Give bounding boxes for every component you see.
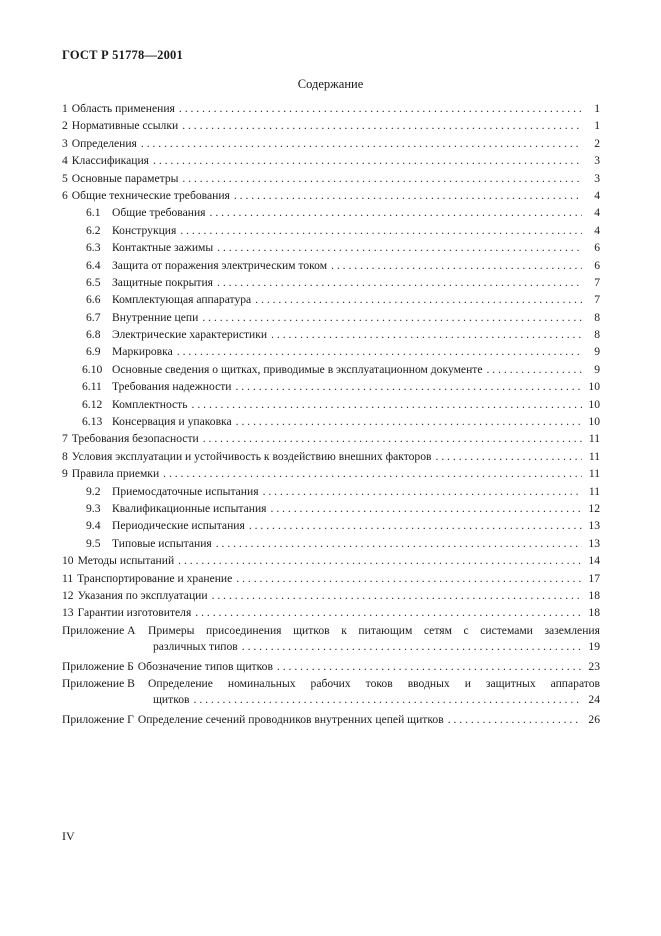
toc-entry-label: Квалификационные испытания [112,501,267,515]
toc-entry-label: Классификация [71,154,150,168]
toc-entry-page: 26 [588,713,600,727]
toc-entry-number: 13 [62,606,74,620]
toc-entry[interactable] [62,449,600,466]
toc-leader-dots [217,275,582,291]
toc-entry-page: 14 [588,554,600,568]
toc-leader-dots [216,536,582,552]
toc-entry-number: 6.3 [86,241,101,255]
toc-entry-number: 9.5 [86,536,101,550]
toc-leader-dots [236,414,582,430]
toc-entry-page: 11 [588,467,600,481]
toc-entry[interactable] [62,310,600,327]
toc-entry-page: 9 [594,345,600,359]
toc-entry-page: 13 [588,536,600,550]
toc-entry-number: 10 [62,554,74,568]
toc-entry[interactable] [62,153,600,170]
toc-entry[interactable] [62,414,600,431]
page-number: IV [62,829,75,843]
appendix-title: Обозначение типов щитков [137,659,273,673]
toc-entry-page: 6 [594,241,600,255]
toc-entry-page: 4 [594,223,600,237]
toc-entry-label: Методы испытаний [77,554,175,568]
toc-entry-label: Внутренние цепи [112,310,199,324]
toc-entry-number: 7 [62,432,68,446]
toc-entry[interactable] [62,101,600,118]
appendix-word: щитков [293,623,330,637]
toc-leader-dots [141,136,582,152]
toc-leader-dots [177,344,582,360]
appendix-word: присоединения [206,623,282,637]
toc-entry-number: 9.4 [86,519,101,533]
toc-entry-number: 11 [62,571,74,585]
toc-entry[interactable] [62,431,600,448]
toc-entry-page: 10 [588,415,600,429]
appendix-number: Приложение А [62,623,136,637]
appendix-title: Определение сечений проводников внутренних цепей щитков [137,713,444,727]
toc-entry-number: 6 [62,188,68,202]
appendix-word: аппаратов [550,677,600,691]
toc-entry[interactable] [62,571,600,588]
toc-leader-dots [234,188,582,204]
toc-appendix-entry[interactable] [62,623,600,659]
toc-entry-number: 6.5 [86,275,101,289]
toc-leader-dots [217,240,582,256]
toc-leader-dots [271,327,582,343]
toc-entry-label: Условия эксплуатации и устойчивость к воздействию внешних факторов [71,449,432,463]
toc-leader-dots [178,553,582,569]
toc-entry-label: Определения [71,136,137,150]
toc-entry-label: Комплектность [112,397,188,411]
toc-entry-number: 6.7 [86,310,101,324]
toc-entry[interactable] [62,275,600,292]
toc-entry[interactable] [62,605,600,622]
toc-title: Содержание [297,77,364,91]
toc-entry-number: 9.2 [86,484,101,498]
toc-entry-page: 10 [588,397,600,411]
toc-entry[interactable] [62,553,600,570]
toc-leader-dots [179,101,582,117]
toc-entry-label: Общие требования [112,206,206,220]
toc-leader-dots [202,310,582,326]
appendix-word: Примеры [148,623,195,637]
toc-leader-dots [487,362,583,378]
toc-entry[interactable] [62,171,600,188]
appendix-word: питающим [358,623,413,637]
appendix-word: рабочих [310,677,351,691]
toc-leader-dots [203,431,582,447]
toc-entry[interactable] [62,118,600,135]
toc-entry[interactable] [62,536,600,553]
toc-entry-page: 4 [594,206,600,220]
toc-entry[interactable] [62,588,600,605]
toc-entry-label: Периодические испытания [112,519,245,533]
toc-entry-label: Требования безопасности [71,432,199,446]
toc-entry-label: Комплектующая аппаратура [112,293,252,307]
appendix-word: токов [365,677,393,691]
toc-entry-number: 6.9 [86,345,101,359]
toc-leader-dots [194,692,582,708]
toc-leader-dots [448,712,582,728]
appendix-word: с [463,623,469,637]
appendix-word: системами [480,623,533,637]
toc-entry[interactable] [62,397,600,414]
toc-entry-label: Типовые испытания [112,536,212,550]
appendix-title-line2: различных типов [153,639,238,653]
toc-entry-label: Маркировка [112,345,173,359]
toc-leader-dots [436,449,582,465]
toc-entry-label: Электрические характеристики [112,328,268,342]
toc-leader-dots [236,571,582,587]
toc-entry-number: 6.4 [86,258,101,272]
toc-leader-dots [195,605,582,621]
toc-entry[interactable] [62,466,600,483]
toc-entry-page: 18 [588,588,600,602]
toc-entry[interactable] [62,518,600,535]
toc-entry-number: 9.3 [86,501,101,515]
toc-leader-dots [182,171,582,187]
toc-entry-label: Приемосдаточные испытания [112,484,259,498]
appendix-number: Приложение В [62,677,135,691]
toc-entry-page: 18 [588,606,600,620]
toc-entry-label: Правила приемки [71,467,160,481]
toc-entry-label: Транспортирование и хранение [77,571,233,585]
toc-entry-label: Основные сведения о щитках, приводимые в эксплуатационном документе [112,362,483,376]
toc-appendix-entry[interactable] [62,712,600,729]
toc-entry-label: Указания по эксплуатации [77,588,208,602]
toc-leader-dots [163,466,582,482]
appendix-title-line1 [148,676,600,692]
toc-leader-dots [180,223,582,239]
toc-entry[interactable] [62,136,600,153]
toc-entry[interactable] [62,258,600,275]
toc-entry-number: 6.6 [86,293,101,307]
toc-entry-label: Нормативные ссылки [71,119,179,133]
toc-entry-page: 12 [588,501,600,515]
toc-entry-page: 8 [594,310,600,324]
toc-leader-dots [331,258,582,274]
toc-entry-page: 3 [594,154,600,168]
toc-entry-number: 9 [62,467,68,481]
appendix-word: номинальных [227,677,296,691]
toc-entry[interactable] [62,292,600,309]
appendix-word: вводных [407,677,450,691]
table-of-contents [62,101,600,730]
appendix-number: Приложение Г [62,713,134,727]
toc-entry[interactable] [62,344,600,361]
toc-entry[interactable] [62,205,600,222]
toc-entry-label: Контактные зажимы [112,241,214,255]
toc-entry-page: 3 [594,171,600,185]
toc-appendix-entry[interactable] [62,659,600,676]
toc-entry-page: 2 [594,136,600,150]
toc-entry-number: 6.11 [82,380,102,394]
toc-entry[interactable] [62,188,600,205]
toc-entry-label: Консервация и упаковка [112,415,232,429]
toc-entry[interactable] [62,379,600,396]
toc-entry-page: 10 [588,380,600,394]
toc-entry[interactable] [62,501,600,518]
toc-entry-number: 8 [62,449,68,463]
toc-entry-label: Гарантии изготовителя [77,606,192,620]
appendix-title-line2: щитков [153,693,190,707]
toc-leader-dots [153,153,582,169]
toc-entry[interactable] [62,327,600,344]
toc-leader-dots [242,639,582,655]
toc-leader-dots [212,588,582,604]
toc-leader-dots [255,292,582,308]
toc-entry-number: 12 [62,588,74,602]
appendix-word: Определение [148,677,213,691]
toc-entry-page: 8 [594,328,600,342]
appendix-title-line1 [148,623,600,639]
toc-entry-label: Защитные покрытия [112,275,214,289]
toc-entry-number: 6.2 [86,223,101,237]
appendix-word: заземления [544,623,600,637]
toc-entry-label: Конструкция [112,223,177,237]
toc-entry-label: Область применения [71,102,175,115]
toc-entry-number: 6.10 [82,362,103,376]
toc-entry-page: 4 [594,188,600,202]
toc-entry-page: 6 [594,258,600,272]
toc-entry-page: 7 [594,293,600,307]
toc-leader-dots [182,118,582,134]
toc-appendix-entry[interactable] [62,676,600,712]
toc-entry[interactable] [62,484,600,501]
toc-entry-number: 6.13 [82,415,103,429]
toc-entry-number: 3 [62,136,68,150]
toc-entry-page: 19 [588,639,600,653]
toc-entry-page: 11 [588,484,600,498]
toc-leader-dots [263,484,582,500]
toc-entry-page: 7 [594,275,600,289]
appendix-word: сетям [423,623,452,637]
toc-entry-page: 23 [588,659,600,673]
appendix-word: и [464,677,471,691]
toc-entry-label: Общие технические требования [71,188,230,202]
toc-leader-dots [192,397,582,413]
toc-entry-page: 17 [588,571,600,585]
toc-entry[interactable] [62,362,600,379]
toc-entry[interactable] [62,240,600,257]
toc-entry-label: Защита от поражения электрическим током [112,258,328,272]
toc-entry-page: 13 [588,519,600,533]
appendix-word: к [341,623,347,637]
toc-entry-page: 11 [588,449,600,463]
toc-entry-number: 6.1 [86,206,101,220]
toc-entry-label: Основные параметры [71,171,179,185]
appendix-number: Приложение Б [62,659,134,673]
toc-entry-number: 1 [62,102,68,115]
toc-entry-number: 2 [62,119,68,133]
toc-entry-number: 4 [62,154,68,168]
appendix-word: защитных [485,677,536,691]
toc-entry-number: 6.8 [86,328,101,342]
toc-leader-dots [236,379,583,395]
toc-leader-dots [277,659,582,675]
toc-entry-label: Требования надежности [112,380,232,394]
toc-entry-number: 5 [62,171,68,185]
toc-entry-page: 9 [594,362,600,376]
toc-entry-page: 24 [588,693,600,707]
toc-entry-page: 1 [594,102,600,115]
toc-entry[interactable] [62,223,600,240]
document-code: ГОСТ Р 51778—2001 [62,48,183,62]
toc-entry-page: 11 [588,432,600,446]
toc-entry-page: 1 [594,119,600,133]
toc-entry-number: 6.12 [82,397,103,411]
toc-leader-dots [249,518,582,534]
toc-leader-dots [271,501,582,517]
toc-leader-dots [210,205,582,221]
